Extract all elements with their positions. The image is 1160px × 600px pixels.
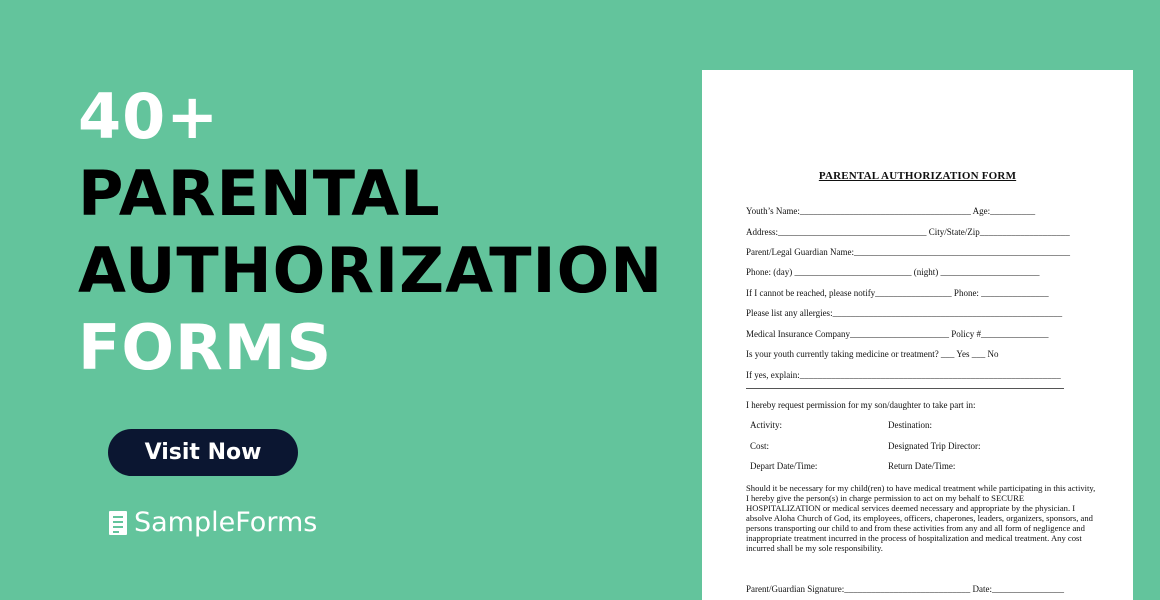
- trip-depart: Depart Date/Time:: [750, 461, 818, 471]
- document-icon: [108, 510, 128, 536]
- explain-extra-line: [746, 388, 1064, 389]
- headline-authorization: AUTHORIZATION: [78, 234, 664, 307]
- headline-count: 40+: [78, 80, 220, 153]
- brand-name: SampleForms: [134, 507, 318, 538]
- field-medicine: Is your youth currently taking medicine or treatment? ___ Yes ___ No: [746, 349, 999, 359]
- headline: [78, 78, 663, 386]
- headline-parental: PARENTAL: [78, 157, 441, 230]
- visit-now-button[interactable]: Visit Now: [108, 429, 298, 476]
- trip-cost: Cost:: [750, 441, 770, 451]
- brand-logo[interactable]: [108, 507, 317, 538]
- headline-forms: FORMS: [78, 311, 333, 384]
- field-address: Address:_________________________________ City/State/Zip____________________: [746, 227, 1070, 237]
- field-notify: If I cannot be reached, please notify_________________ Phone: _______________: [746, 288, 1049, 298]
- trip-activity: Activity:: [750, 420, 782, 430]
- field-allergies: Please list any allergies:___________________________________________________: [746, 308, 1063, 318]
- trip-director: Designated Trip Director:: [888, 441, 981, 451]
- form-preview: [702, 70, 1133, 600]
- trip-destination: Destination:: [888, 420, 932, 430]
- field-explain: If yes, explain:__________________________________________________________: [746, 370, 1061, 380]
- field-phone: Phone: (day) __________________________ (night) ______________________: [746, 267, 1040, 277]
- consent-paragraph: Should it be necessary for my child(ren) to have medical treatment while participating in this activity, I hereby give the person(s) in charge permission to act on my behalf to SECURE HOSPITALIZATION or medical services deemed necessary and appropriate by the physician. I absolve Aloha Church of God, its employees, officers, chaperones, leaders, organizers, sponsors, and persons transporting our child to and from these activities from any and all form of negligence and inappropriate treatment incurred in the process of hospitalization and medical treatment. Any cost incurred shall be my sole responsibility.: [746, 483, 1096, 553]
- field-youth-name: Youth’s Name:______________________________________ Age:__________: [746, 206, 1036, 216]
- trip-return: Return Date/Time:: [888, 461, 956, 471]
- permission-text: I hereby request permission for my son/daughter to take part in:: [746, 400, 976, 410]
- form-title: PARENTAL AUTHORIZATION FORM: [818, 170, 1017, 182]
- field-insurance: Medical Insurance Company______________________ Policy #_______________: [746, 329, 1049, 339]
- field-guardian-name: Parent/Legal Guardian Name:________________________________________________: [746, 247, 1070, 257]
- signature-line: Parent/Guardian Signature:____________________________ Date:________________: [746, 584, 1064, 594]
